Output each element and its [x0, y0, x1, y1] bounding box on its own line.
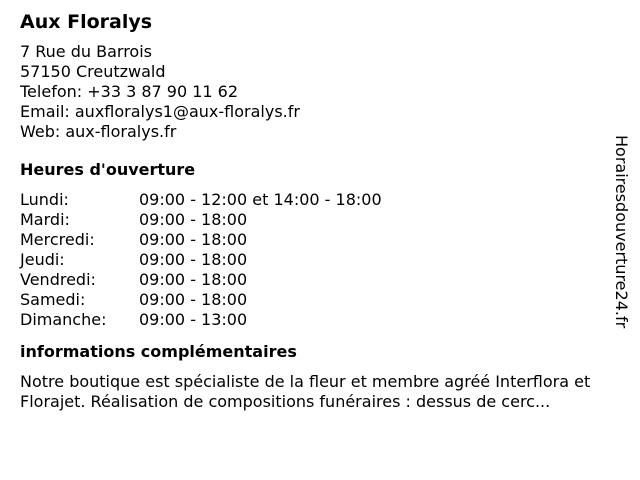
day-label: Dimanche:: [20, 310, 107, 329]
business-card: [20, 10, 620, 412]
hours-row-thursday: [20, 250, 620, 270]
phone-text[interactable]: Telefon: +33 3 87 90 11 62: [20, 82, 239, 101]
hours-heading: Heures d'ouverture: [20, 160, 196, 179]
day-label: Samedi:: [20, 290, 86, 309]
day-label: Lundi:: [20, 190, 69, 209]
email-text[interactable]: Email: auxfloralys1@aux-floralys.fr: [20, 102, 300, 121]
web-text[interactable]: Web: aux-floralys.fr: [20, 122, 177, 141]
hours-row-friday: [20, 270, 620, 290]
hours-table: [20, 190, 620, 330]
info-description: Notre boutique est spécialiste de la fleur et membre agréé Interflora et Florajet. Réalisation de compositions funéraires : dessus de cerc...: [20, 372, 591, 411]
day-label: Mardi:: [20, 210, 70, 229]
time-value: 09:00 - 18:00: [139, 250, 248, 269]
business-name: Aux Floralys: [20, 11, 153, 33]
time-value: 09:00 - 18:00: [139, 290, 248, 309]
time-value: 09:00 - 18:00: [139, 230, 248, 249]
hours-row-monday: [20, 190, 620, 210]
hours-row-saturday: [20, 290, 620, 310]
address-line-2: 57150 Creutzwald: [20, 62, 166, 81]
time-value: 09:00 - 18:00: [139, 210, 248, 229]
hours-row-tuesday: [20, 210, 620, 230]
day-label: Vendredi:: [20, 270, 96, 289]
hours-row-sunday: [20, 310, 620, 330]
address-line-1: 7 Rue du Barrois: [20, 42, 152, 61]
time-value: 09:00 - 13:00: [139, 310, 248, 329]
time-value: 09:00 - 12:00 et 14:00 - 18:00: [139, 190, 382, 209]
day-label: Mercredi:: [20, 230, 95, 249]
hours-row-wednesday: [20, 230, 620, 250]
info-heading: informations complémentaires: [20, 342, 297, 361]
day-label: Jeudi:: [20, 250, 65, 269]
time-value: 09:00 - 18:00: [139, 270, 248, 289]
site-watermark: Horairesdouverture24.fr: [612, 135, 631, 329]
